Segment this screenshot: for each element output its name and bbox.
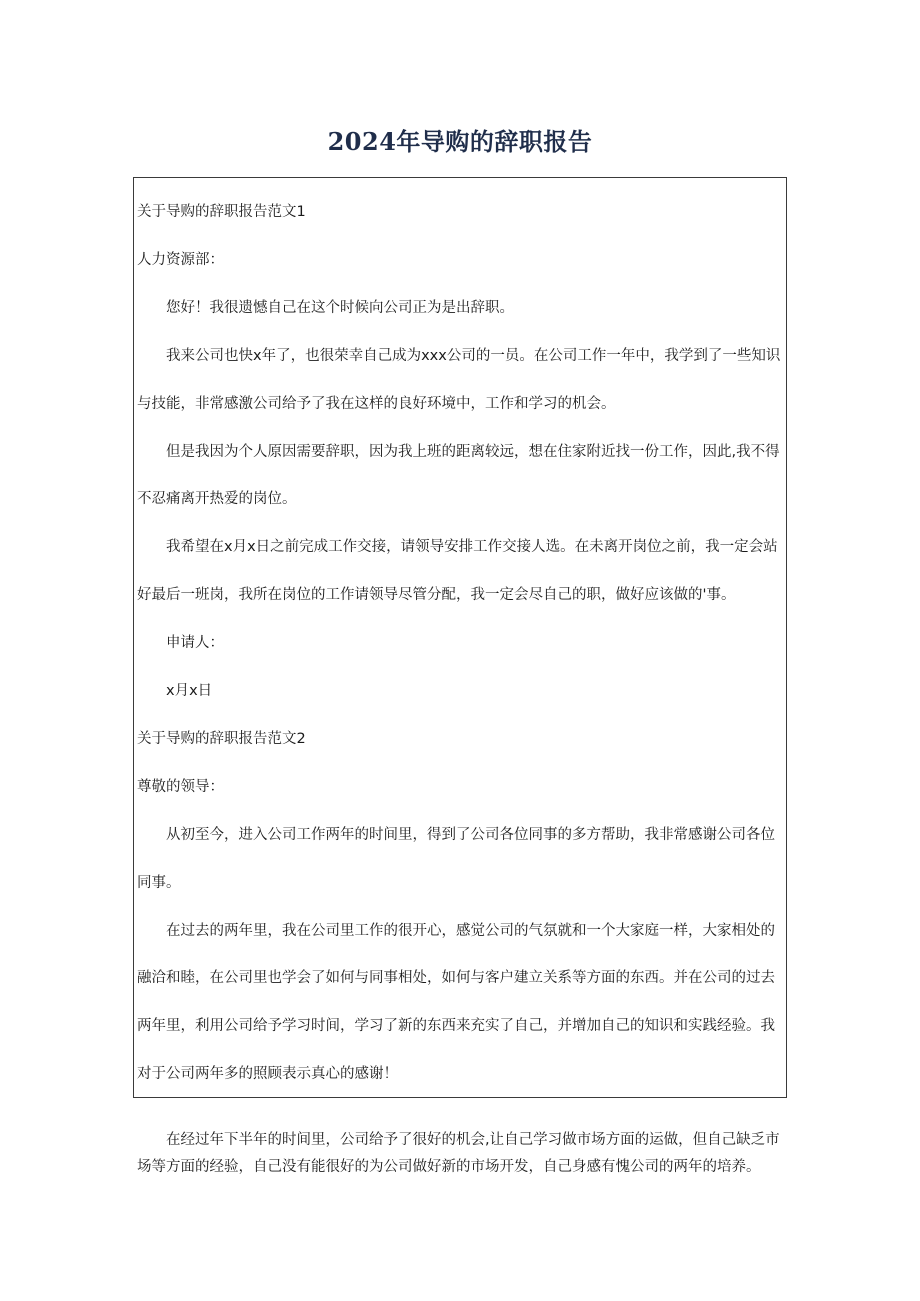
body-line: 您好！我很遗憾自己在这个时候向公司正为是出辞职。 [166,300,514,316]
body-line: 与技能，非常感激公司给予了我在这样的良好环境中，工作和学习的机会。 [137,396,616,412]
body-line: 从初至今，进入公司工作两年的时间里，得到了公司各位同事的多方帮助，我非常感谢公司各位 [166,827,775,843]
body-line: 两年里，利用公司给予学习时间，学习了新的东西来充实了自己，并增加自己的知识和实践经验。我 [137,1018,775,1034]
after-line: 在经过年下半年的时间里，公司给予了很好的机会,让自己学习做市场方面的运做，但自己缺乏市 [166,1132,780,1148]
body-line: 融洽和睦，在公司里也学会了如何与同事相处，如何与客户建立关系等方面的东西。并在公司的过去 [137,970,775,986]
body-line: 关于导购的辞职报告范文1 [137,204,306,220]
body-line: 我来公司也快x年了，也很荣幸自己成为xxx公司的一员。在公司工作一年中，我学到了一些知识 [166,348,781,364]
body-line: 人力资源部： [137,252,224,268]
body-line: 同事。 [137,875,181,891]
body-line: 申请人： [166,635,224,651]
body-line: 在过去的两年里，我在公司里工作的很开心，感觉公司的气氛就和一个大家庭一样，大家相处的 [166,923,775,939]
after-line: 场等方面的经验，自己没有能很好的为公司做好新的市场开发，自己身感有愧公司的两年的培养。 [137,1159,761,1175]
body-line: 但是我因为个人原因需要辞职，因为我上班的距离较远，想在住家附近找一份工作，因此,我不得 [166,444,780,460]
body-line: 关于导购的辞职报告范文2 [137,731,306,747]
body-line: 我希望在x月x日之前完成工作交接，请领导安排工作交接人选。在未离开岗位之前，我一定会站 [166,539,778,555]
document-title: 2024年导购的辞职报告 [327,127,593,156]
body-line: 好最后一班岗，我所在岗位的工作请领导尽管分配，我一定会尽自己的职，做好应该做的'事。 [137,587,736,603]
body-line: 尊敬的领导： [137,779,224,795]
body-line: 不忍痛离开热爱的岗位。 [137,491,297,507]
body-line: x月x日 [166,683,213,699]
body-line: 对于公司两年多的照顾表示真心的感谢！ [137,1066,398,1082]
